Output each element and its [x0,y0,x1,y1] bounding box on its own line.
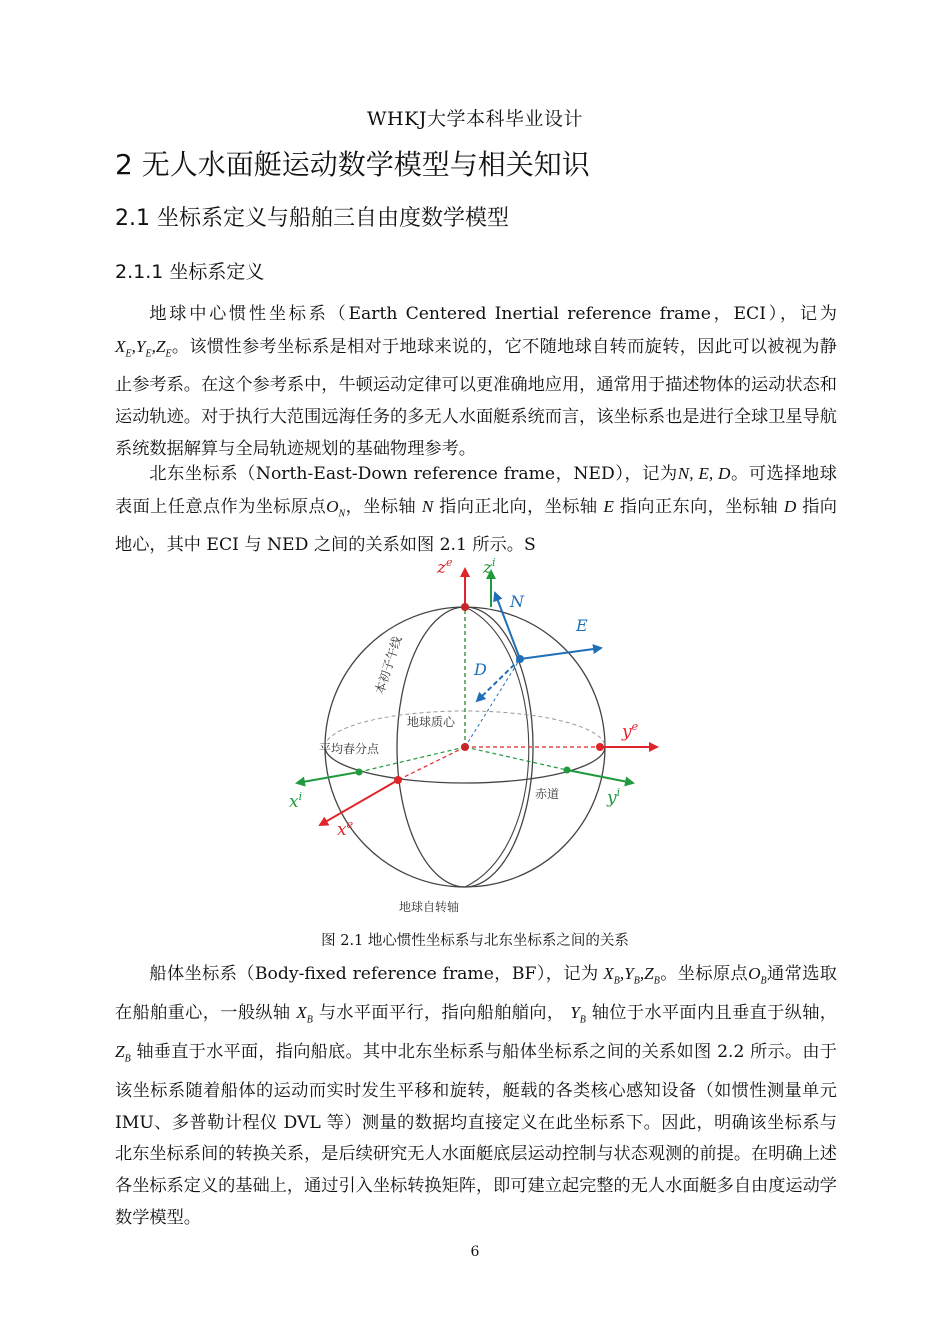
bf-axis-y: $Y_B$ [570,1003,586,1026]
ye-label: $y^e$ [622,720,639,742]
figure-eci-ned [285,555,675,925]
section-heading: 2.1 坐标系定义与船舶三自由度数学模型 [115,206,509,231]
yi-label: $y^i$ [607,786,621,808]
e-label: E [576,616,588,635]
ze-label: $z^e$ [437,556,453,578]
figure-svg [285,555,675,925]
xe-intersection-point [394,776,402,784]
bf-origin: $O_B$ [748,964,767,987]
equator-label: 赤道 [535,787,560,801]
paragraph-bf: 船体坐标系（Body-fixed reference frame，BF），记为 $X_B,Y_B,Z_B$。坐标原点$O_B$通常选取在船舶重心，一般纵轴 $X_B$ 与水平面平行，指向船舶艏向， $Y_B$ 轴位于水平面内且垂直于纵轴， $Z_B$ 轴垂直于水平面，指向船底。其中北东坐标系与船体坐标系之间的关系如图 2.2 所示。由于该坐标系随着船体的运动而实时发生平移和旋转，艇载的各类核心感知设备（如惯性测量单元 IMU、多普勒计程仪 DVL 等）测量的数据均直接定义在此坐标系下。因此，明确该坐标系与北东坐标系间的转换关系，是后续研究无人水面艇底层运动控制与状态观测的前提。在明确上述各坐标系定义的基础上，通过引入坐标转换矩阵，即可建立起完整的无人水面艇多自由度运动学数学模型。 [115,964,837,1228]
chapter-heading: 2 无人水面艇运动数学模型与相关知识 [115,148,590,181]
eci-text-2: 。该惯性参考坐标系是相对于地球来说的，它不随地球自转而旋转，因此可以被视为静止参考系。在这个参考系中，牛顿运动定律可以更准确地应用，通常用于描述物体的运动状态和运动轨迹。对于执行大范围远海任务的多无人水面艇系统而言，该坐标系也是进行全球卫星导航系统数据解算与全局轨迹规划的基础物理参考。 [115,336,837,459]
d-label: D [474,660,487,679]
page-header: WHKJ大学本科毕业设计 [367,108,583,130]
paragraph-eci [115,298,837,465]
yi-axis [465,747,567,770]
n-label: N [510,592,524,611]
rotation-axis-label: 地球自转轴 [399,900,460,914]
eci-formula: $X_E,Y_E,Z_E$ [115,336,172,360]
xe-axis [398,747,465,780]
xe-label: $x^e$ [337,818,354,840]
e-axis [520,648,601,659]
bf-formula: $X_B,Y_B,Z_B$ [603,964,660,987]
ned-formula: N, E, D [677,464,731,483]
xi-intersection-point [356,769,363,776]
north-pole-point [461,603,469,611]
meridian-label: 本初子午线 [372,634,405,696]
earth-center-label: 地球质心 [407,715,456,729]
vernal-equinox-label: 平均春分点 [319,742,380,756]
figure-caption: 图 2.1 地心惯性坐标系与北东坐标系之间的关系 [321,933,629,949]
xi-label: $x^i$ [289,790,303,812]
ned-origin: $O_N$ [326,496,346,520]
ned-origin-point [516,655,524,663]
yi-intersection-point [564,767,571,774]
bf-axis-x: $X_B$ [296,1003,313,1026]
earth-center-point [461,743,469,751]
paragraph-ned: 北东坐标系（North-East-Down reference frame，NED），记为N, E, D。可选择地球表面上任意点作为坐标原点$O_N$，坐标轴 N 指向正北向，坐标轴 E 指向正东向，坐标轴 D 指向地心，其中 ECI 与 NED 之间的关系如图 2.1 所示。S [115,464,837,556]
zi-label: $z^i$ [483,556,496,578]
ye-intersection-point [596,743,604,751]
page-number: 6 [470,1244,480,1260]
subsection-heading: 2.1.1 坐标系定义 [115,261,265,283]
eci-text-1: 地球中心惯性坐标系（Earth Centered Inertial reference frame，ECI），记为 [149,304,837,324]
bf-axis-z: $Z_B$ [115,1042,131,1065]
